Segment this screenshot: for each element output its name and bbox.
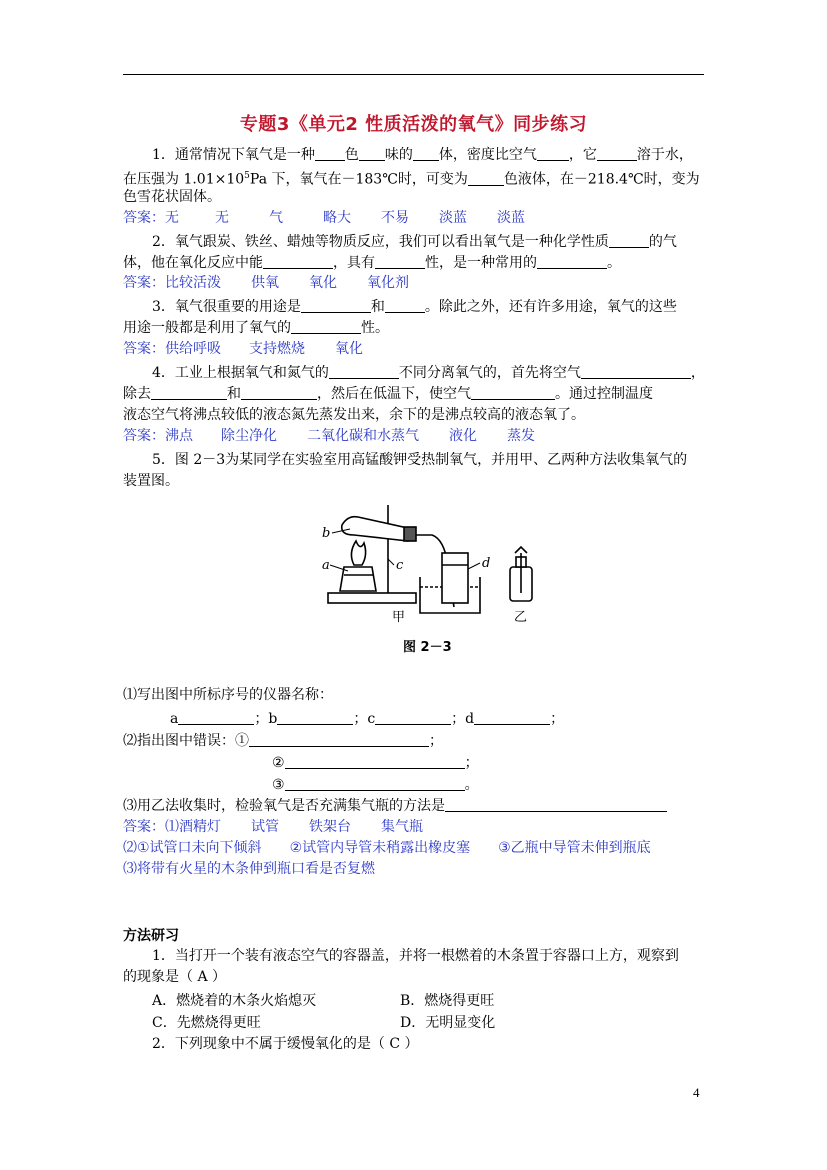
q5-sub1: ⑴写出图中所标序号的仪器名称： xyxy=(123,687,333,703)
blank xyxy=(329,364,399,379)
label-a: a xyxy=(322,558,330,573)
blank xyxy=(178,710,254,725)
m1-option-a: A．燃烧着的木条火焰熄灭 xyxy=(152,993,317,1009)
label-jia: 甲 xyxy=(392,610,406,625)
m1-option-d: D．无明显变化 xyxy=(400,1015,496,1031)
blank xyxy=(375,710,451,725)
q5-sub1-blanks: a ；b ；c ；d ； xyxy=(170,711,565,727)
blank xyxy=(301,298,371,313)
header-rule xyxy=(123,74,704,75)
m1-option-c: C．先燃烧得更旺 xyxy=(152,1015,261,1031)
blank xyxy=(537,146,569,161)
blank xyxy=(249,732,429,747)
q4-line2: 除去 和 ，然后在低温下，使空气 。通过控制温度 xyxy=(123,386,653,402)
q3-line2: 用途一般都是利用了氧气的 性。 xyxy=(123,320,389,336)
q5-sub2-line1: ⑵指出图中错误：① ； xyxy=(123,733,443,749)
q5-answer-1: 答案：⑴酒精灯 试管 铁架台 集气瓶 xyxy=(123,819,423,835)
blank xyxy=(359,146,385,161)
blank xyxy=(474,710,550,725)
page-title: 专题3《单元2 性质活泼的氧气》同步练习 xyxy=(239,114,588,135)
blank xyxy=(537,254,607,269)
q2-answer: 答案：比较活泼 供氧 氧化 氧化剂 xyxy=(123,275,409,291)
blank xyxy=(385,298,425,313)
m1-option-b: B．燃烧得更旺 xyxy=(400,993,495,1009)
m1-line2: 的现象是（ A ） xyxy=(123,969,227,985)
blank xyxy=(609,233,649,248)
q5-line2: 装置图。 xyxy=(123,473,179,489)
section-heading: 方法研习 xyxy=(123,928,179,944)
q1-line1: 1．通常情况下氧气是一种 色 味的 体，密度比空气 ，它 溶于水， xyxy=(152,147,693,163)
flame xyxy=(351,541,365,565)
label-c: c xyxy=(396,558,404,573)
q1-line3: 色雪花状固体。 xyxy=(123,189,221,205)
blank xyxy=(597,146,637,161)
q5-sub2-line2: ② ； xyxy=(272,755,479,771)
q5-sub3: ⑶用乙法收集时，检验氧气是否充满集气瓶的方法是 xyxy=(123,796,667,816)
q4-answer: 答案：沸点 除尘净化 二氧化碳和水蒸气 液化 蒸发 xyxy=(123,428,535,444)
blank xyxy=(468,171,504,186)
q1-answer: 答案：无 无 气 略大 不易 淡蓝 淡蓝 xyxy=(123,210,525,226)
blank xyxy=(581,364,691,379)
page-number: 4 xyxy=(693,1085,700,1100)
blank xyxy=(285,754,465,769)
blank xyxy=(263,254,333,269)
q4-line3: 液态空气将沸点较低的液态氮先蒸发出来，余下的是沸点较高的液态氧了。 xyxy=(123,407,585,423)
blank xyxy=(471,385,555,400)
q2-line1: 2．氧气跟炭、铁丝、蜡烛等物质反应，我们可以看出氧气是一种化学性质 的气 xyxy=(152,234,677,250)
m1-line1: 1．当打开一个装有液态空气的容器盖，并将一根燃着的木条置于容器口上方，观察到 xyxy=(152,948,679,964)
q3-answer: 答案：供给呼吸 支持燃烧 氧化 xyxy=(123,341,363,357)
q1-line2: 在压强为 $1.01\times 10^5Pa$ 下，氧气在－183℃时，可变为 色液体，在－218.4℃时，变为 xyxy=(123,171,700,188)
test-tube xyxy=(342,517,412,541)
q2-line2: 体，他在氧化反应中能 ，具有 性，是一种常用的 。 xyxy=(123,255,621,271)
blank xyxy=(315,146,345,161)
label-b: b xyxy=(322,526,331,541)
q4-line1: 4．工业上根据氧气和氮气的 不同分离氧气的，首先将空气 ， xyxy=(152,365,705,381)
figure-caption: 图 2－3 xyxy=(403,640,452,655)
blank xyxy=(285,776,465,791)
label-d: d xyxy=(482,556,491,571)
blank xyxy=(413,146,439,161)
blank xyxy=(445,797,667,812)
q5-answer-3: ⑶将带有火星的木条伸到瓶口看是否复燃 xyxy=(123,861,375,877)
stand-base xyxy=(328,593,416,603)
stopper xyxy=(404,527,416,541)
blank xyxy=(151,385,227,400)
blank xyxy=(277,710,353,725)
m2-line: 2．下列现象中不属于缓慢氧化的是（ C ） xyxy=(152,1036,419,1052)
blank xyxy=(241,385,317,400)
gas-jar xyxy=(442,553,468,603)
q5-line1: 5．图 2－3为某同学在实验室用高锰酸钾受热制氧气，并用甲、乙两种方法收集氧气的 xyxy=(152,452,688,468)
blank xyxy=(291,319,361,334)
blank xyxy=(375,254,425,269)
q5-answer-2: ⑵①试管口未向下倾斜 ②试管内导管未稍露出橡皮塞 ③乙瓶中导管未伸到瓶底 xyxy=(123,840,651,856)
q3-line1: 3．氧气很重要的用途是 和 。除此之外，还有许多用途，氧气的这些 xyxy=(152,299,677,315)
apparatus-figure xyxy=(320,495,560,630)
label-yi: 乙 xyxy=(514,610,528,625)
q5-sub2-line3: ③ 。 xyxy=(272,777,479,793)
